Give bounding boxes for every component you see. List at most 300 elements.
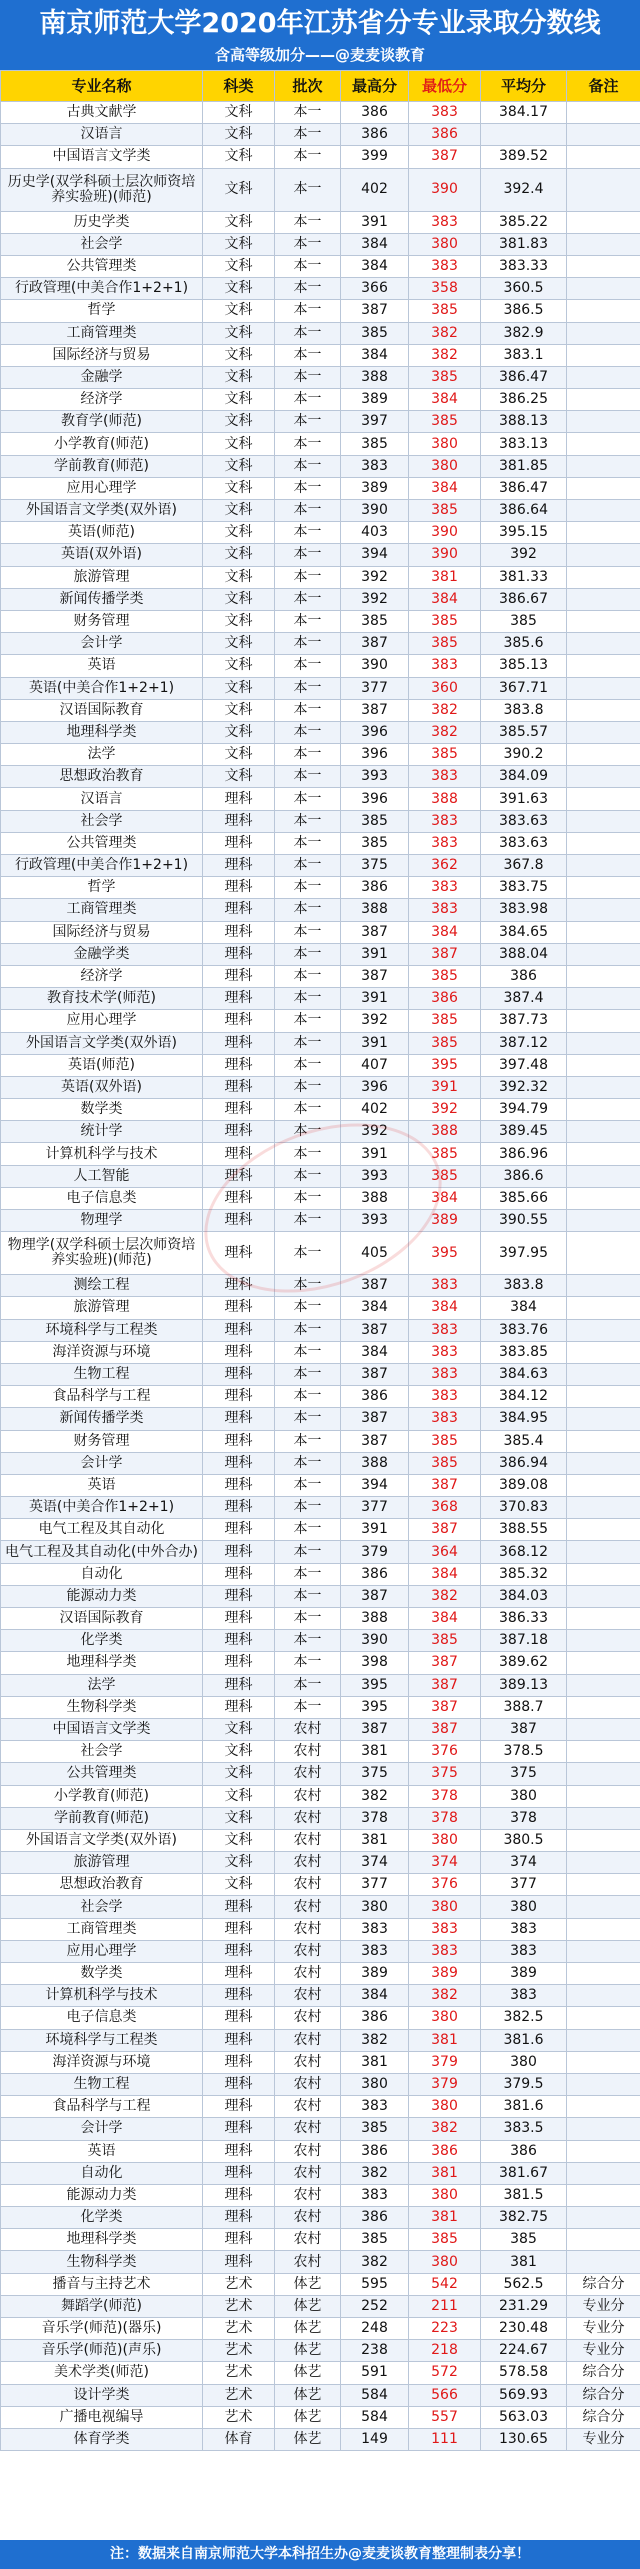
cell-note — [567, 1918, 640, 1940]
cell-note — [567, 1452, 640, 1474]
cell-batch: 本一 — [275, 988, 341, 1010]
cell-max: 386 — [341, 1563, 409, 1585]
cell-max: 595 — [341, 2273, 409, 2295]
cell-avg: 394.79 — [481, 1099, 567, 1121]
cell-avg: 385.66 — [481, 1187, 567, 1209]
cell-major: 会计学 — [1, 633, 203, 655]
cell-note — [567, 1630, 640, 1652]
cell-note — [567, 1297, 640, 1319]
cell-batch: 农村 — [275, 2096, 341, 2118]
cell-category: 理科 — [203, 2207, 275, 2229]
cell-category: 理科 — [203, 1563, 275, 1585]
cell-batch: 本一 — [275, 1210, 341, 1232]
cell-batch: 本一 — [275, 610, 341, 632]
cell-avg: 395.15 — [481, 522, 567, 544]
cell-batch: 本一 — [275, 500, 341, 522]
cell-max: 377 — [341, 1874, 409, 1896]
cell-min: 386 — [409, 124, 481, 146]
cell-major: 公共管理类 — [1, 832, 203, 854]
cell-min: 395 — [409, 1054, 481, 1076]
cell-category: 文科 — [203, 344, 275, 366]
cell-batch: 体艺 — [275, 2406, 341, 2428]
cell-note — [567, 278, 640, 300]
table-row — [1, 455, 640, 477]
cell-min: 111 — [409, 2428, 481, 2450]
cell-avg: 381.85 — [481, 455, 567, 477]
cell-category: 文科 — [203, 278, 275, 300]
cell-major: 会计学 — [1, 1452, 203, 1474]
cell-note — [567, 943, 640, 965]
cell-major: 行政管理(中美合作1+2+1) — [1, 278, 203, 300]
cell-avg: 392 — [481, 544, 567, 566]
table-row — [1, 2207, 640, 2229]
cell-category: 文科 — [203, 146, 275, 168]
cell-avg: 388.55 — [481, 1519, 567, 1541]
cell-major: 财务管理 — [1, 1430, 203, 1452]
cell-note — [567, 1319, 640, 1341]
cell-max: 385 — [341, 810, 409, 832]
cell-max: 377 — [341, 677, 409, 699]
cell-category: 理科 — [203, 832, 275, 854]
table-row — [1, 500, 640, 522]
cell-major: 思想政治教育 — [1, 1874, 203, 1896]
cell-min: 381 — [409, 2162, 481, 2184]
cell-max: 386 — [341, 2140, 409, 2162]
cell-max: 396 — [341, 1076, 409, 1098]
column-header-batch: 批次 — [275, 71, 341, 102]
cell-batch: 本一 — [275, 832, 341, 854]
cell-avg: 224.67 — [481, 2340, 567, 2362]
cell-min: 368 — [409, 1497, 481, 1519]
cell-major: 数学类 — [1, 1963, 203, 1985]
cell-min: 384 — [409, 1563, 481, 1585]
cell-major: 英语 — [1, 2140, 203, 2162]
cell-batch: 本一 — [275, 455, 341, 477]
cell-category: 文科 — [203, 300, 275, 322]
table-row — [1, 2073, 640, 2095]
cell-max: 383 — [341, 1940, 409, 1962]
cell-note — [567, 500, 640, 522]
cell-category: 艺术 — [203, 2406, 275, 2428]
cell-note — [567, 921, 640, 943]
cell-min: 383 — [409, 255, 481, 277]
table-row — [1, 2229, 640, 2251]
cell-category: 理科 — [203, 1165, 275, 1187]
cell-avg: 385.22 — [481, 211, 567, 233]
table-row — [1, 124, 640, 146]
cell-batch: 本一 — [275, 1099, 341, 1121]
cell-max: 395 — [341, 1674, 409, 1696]
cell-min: 384 — [409, 921, 481, 943]
cell-max: 405 — [341, 1232, 409, 1275]
cell-category: 理科 — [203, 1363, 275, 1385]
cell-avg: 386.25 — [481, 389, 567, 411]
cell-max: 387 — [341, 300, 409, 322]
cell-major: 汉语国际教育 — [1, 699, 203, 721]
cell-avg: 380 — [481, 1896, 567, 1918]
cell-max: 379 — [341, 1541, 409, 1563]
cell-min: 387 — [409, 1696, 481, 1718]
cell-major: 财务管理 — [1, 610, 203, 632]
cell-major: 外国语言文学类(双外语) — [1, 1829, 203, 1851]
cell-category: 文科 — [203, 1741, 275, 1763]
cell-min: 386 — [409, 988, 481, 1010]
cell-max: 385 — [341, 322, 409, 344]
cell-category: 体育 — [203, 2428, 275, 2450]
cell-category: 理科 — [203, 788, 275, 810]
cell-major: 国际经济与贸易 — [1, 921, 203, 943]
cell-note — [567, 1963, 640, 1985]
cell-batch: 本一 — [275, 633, 341, 655]
cell-batch: 体艺 — [275, 2295, 341, 2317]
cell-major: 计算机科学与技术 — [1, 1143, 203, 1165]
column-header-major: 专业名称 — [1, 71, 203, 102]
cell-category: 文科 — [203, 744, 275, 766]
cell-max: 385 — [341, 2118, 409, 2140]
table-row — [1, 544, 640, 566]
cell-note — [567, 411, 640, 433]
cell-min: 380 — [409, 1829, 481, 1851]
cell-avg: 389.62 — [481, 1652, 567, 1674]
cell-min: 384 — [409, 389, 481, 411]
cell-max: 387 — [341, 1585, 409, 1607]
table-row — [1, 2340, 640, 2362]
cell-min: 381 — [409, 2029, 481, 2051]
cell-batch: 农村 — [275, 1829, 341, 1851]
cell-avg: 384.03 — [481, 1585, 567, 1607]
cell-category: 理科 — [203, 1608, 275, 1630]
cell-avg: 563.03 — [481, 2406, 567, 2428]
cell-note — [567, 1232, 640, 1275]
cell-major: 金融学 — [1, 366, 203, 388]
cell-min: 378 — [409, 1785, 481, 1807]
cell-note: 综合分 — [567, 2406, 640, 2428]
cell-note — [567, 1386, 640, 1408]
cell-major: 电气工程及其自动化(中外合办) — [1, 1541, 203, 1563]
cell-major: 公共管理类 — [1, 255, 203, 277]
cell-category: 艺术 — [203, 2362, 275, 2384]
cell-category: 文科 — [203, 699, 275, 721]
cell-min: 388 — [409, 1121, 481, 1143]
cell-max: 393 — [341, 766, 409, 788]
cell-min: 383 — [409, 810, 481, 832]
cell-max: 384 — [341, 1985, 409, 2007]
cell-note — [567, 988, 640, 1010]
cell-min: 223 — [409, 2318, 481, 2340]
cell-category: 理科 — [203, 1121, 275, 1143]
cell-note — [567, 1585, 640, 1607]
table-row — [1, 1210, 640, 1232]
cell-category: 理科 — [203, 1918, 275, 1940]
cell-min: 381 — [409, 566, 481, 588]
cell-batch: 本一 — [275, 1076, 341, 1098]
cell-major: 古典文献学 — [1, 102, 203, 124]
cell-batch: 本一 — [275, 943, 341, 965]
cell-max: 382 — [341, 2162, 409, 2184]
cell-max: 381 — [341, 1741, 409, 1763]
cell-category: 文科 — [203, 677, 275, 699]
cell-note — [567, 389, 640, 411]
cell-note: 专业分 — [567, 2340, 640, 2362]
table-row — [1, 788, 640, 810]
cell-note — [567, 1896, 640, 1918]
cell-major: 社会学 — [1, 1741, 203, 1763]
cell-min: 391 — [409, 1076, 481, 1098]
cell-major: 英语(双外语) — [1, 544, 203, 566]
cell-category: 理科 — [203, 1430, 275, 1452]
cell-min: 395 — [409, 1232, 481, 1275]
cell-batch: 本一 — [275, 1165, 341, 1187]
cell-avg: 368.12 — [481, 1541, 567, 1563]
table-row — [1, 1297, 640, 1319]
cell-note — [567, 2029, 640, 2051]
cell-note — [567, 2184, 640, 2206]
cell-avg: 386.96 — [481, 1143, 567, 1165]
cell-min: 380 — [409, 2184, 481, 2206]
cell-batch: 体艺 — [275, 2318, 341, 2340]
cell-batch: 农村 — [275, 1963, 341, 1985]
table-row — [1, 1652, 640, 1674]
cell-min: 383 — [409, 1408, 481, 1430]
cell-major: 地理科学类 — [1, 1652, 203, 1674]
cell-category: 理科 — [203, 1985, 275, 2007]
cell-note — [567, 1829, 640, 1851]
cell-major: 能源动力类 — [1, 2184, 203, 2206]
cell-min: 388 — [409, 788, 481, 810]
table-row — [1, 2428, 640, 2450]
cell-max: 389 — [341, 389, 409, 411]
cell-major: 人工智能 — [1, 1165, 203, 1187]
table-row — [1, 2318, 640, 2340]
cell-min: 383 — [409, 1386, 481, 1408]
cell-note — [567, 588, 640, 610]
cell-min: 385 — [409, 1032, 481, 1054]
table-row — [1, 1275, 640, 1297]
cell-major: 学前教育(师范) — [1, 455, 203, 477]
cell-note: 专业分 — [567, 2428, 640, 2450]
cell-avg: 385.32 — [481, 1563, 567, 1585]
cell-max: 393 — [341, 1210, 409, 1232]
cell-max: 386 — [341, 1386, 409, 1408]
cell-batch: 本一 — [275, 544, 341, 566]
cell-avg: 380 — [481, 2051, 567, 2073]
cell-note — [567, 255, 640, 277]
cell-category: 理科 — [203, 1674, 275, 1696]
cell-batch: 本一 — [275, 344, 341, 366]
cell-batch: 本一 — [275, 877, 341, 899]
cell-category: 理科 — [203, 1187, 275, 1209]
cell-category: 文科 — [203, 366, 275, 388]
table-row — [1, 1829, 640, 1851]
cell-note — [567, 1608, 640, 1630]
cell-avg: 388.04 — [481, 943, 567, 965]
cell-avg: 385 — [481, 2229, 567, 2251]
cell-max: 377 — [341, 1497, 409, 1519]
cell-batch: 本一 — [275, 1010, 341, 1032]
cell-min: 382 — [409, 2118, 481, 2140]
cell-avg: 380.5 — [481, 1829, 567, 1851]
cell-max: 384 — [341, 233, 409, 255]
cell-max: 387 — [341, 699, 409, 721]
cell-note — [567, 566, 640, 588]
cell-batch: 本一 — [275, 1054, 341, 1076]
cell-max: 380 — [341, 2073, 409, 2095]
cell-note — [567, 677, 640, 699]
cell-batch: 本一 — [275, 1386, 341, 1408]
cell-batch: 本一 — [275, 744, 341, 766]
cell-min: 383 — [409, 1940, 481, 1962]
table-row — [1, 2140, 640, 2162]
cell-category: 文科 — [203, 477, 275, 499]
cell-note: 综合分 — [567, 2273, 640, 2295]
cell-major: 社会学 — [1, 233, 203, 255]
cell-batch: 本一 — [275, 1563, 341, 1585]
cell-min: 383 — [409, 899, 481, 921]
cell-note — [567, 855, 640, 877]
cell-category: 理科 — [203, 1541, 275, 1563]
cell-max: 584 — [341, 2406, 409, 2428]
cell-min: 383 — [409, 832, 481, 854]
cell-min: 380 — [409, 455, 481, 477]
cell-major: 生物工程 — [1, 2073, 203, 2095]
cell-min: 385 — [409, 500, 481, 522]
cell-major: 化学类 — [1, 2207, 203, 2229]
cell-batch: 本一 — [275, 1297, 341, 1319]
cell-max: 387 — [341, 633, 409, 655]
cell-max: 391 — [341, 943, 409, 965]
cell-min: 566 — [409, 2384, 481, 2406]
cell-avg: 386.94 — [481, 1452, 567, 1474]
cell-avg: 389.13 — [481, 1674, 567, 1696]
cell-max: 385 — [341, 433, 409, 455]
cell-note — [567, 788, 640, 810]
cell-min: 376 — [409, 1741, 481, 1763]
cell-category: 文科 — [203, 1807, 275, 1829]
cell-major: 公共管理类 — [1, 1763, 203, 1785]
cell-note — [567, 544, 640, 566]
cell-avg: 383.85 — [481, 1341, 567, 1363]
cell-major: 中国语言文学类 — [1, 146, 203, 168]
cell-max: 381 — [341, 1829, 409, 1851]
cell-category: 文科 — [203, 168, 275, 211]
cell-min: 382 — [409, 344, 481, 366]
cell-batch: 农村 — [275, 1985, 341, 2007]
cell-max: 390 — [341, 655, 409, 677]
table-row — [1, 522, 640, 544]
cell-max: 382 — [341, 2251, 409, 2273]
table-row — [1, 300, 640, 322]
table-row — [1, 766, 640, 788]
cell-batch: 农村 — [275, 1807, 341, 1829]
cell-batch: 农村 — [275, 2251, 341, 2273]
cell-min: 383 — [409, 102, 481, 124]
cell-batch: 本一 — [275, 1187, 341, 1209]
cell-min: 380 — [409, 1896, 481, 1918]
cell-min: 385 — [409, 1143, 481, 1165]
cell-note — [567, 1807, 640, 1829]
cell-major: 汉语言 — [1, 124, 203, 146]
cell-min: 385 — [409, 744, 481, 766]
cell-min: 382 — [409, 721, 481, 743]
cell-max: 386 — [341, 102, 409, 124]
cell-category: 理科 — [203, 1319, 275, 1341]
cell-avg: 360.5 — [481, 278, 567, 300]
cell-batch: 本一 — [275, 477, 341, 499]
cell-max: 390 — [341, 500, 409, 522]
cell-category: 理科 — [203, 2007, 275, 2029]
cell-note: 专业分 — [567, 2318, 640, 2340]
cell-max: 388 — [341, 1608, 409, 1630]
cell-max: 384 — [341, 1297, 409, 1319]
cell-max: 387 — [341, 1718, 409, 1740]
cell-max: 391 — [341, 1143, 409, 1165]
table-row — [1, 1010, 640, 1032]
cell-note — [567, 2229, 640, 2251]
cell-batch: 本一 — [275, 1696, 341, 1718]
cell-category: 文科 — [203, 655, 275, 677]
cell-avg: 383.33 — [481, 255, 567, 277]
table-row — [1, 566, 640, 588]
table-row — [1, 2273, 640, 2295]
cell-batch: 本一 — [275, 1121, 341, 1143]
cell-category: 文科 — [203, 766, 275, 788]
cell-batch: 本一 — [275, 921, 341, 943]
cell-avg: 386.47 — [481, 477, 567, 499]
table-row — [1, 1165, 640, 1187]
table-row — [1, 1319, 640, 1341]
cell-avg: 381 — [481, 2251, 567, 2273]
cell-category: 艺术 — [203, 2295, 275, 2317]
cell-note — [567, 766, 640, 788]
cell-avg: 390.55 — [481, 1210, 567, 1232]
cell-min: 362 — [409, 855, 481, 877]
cell-batch: 本一 — [275, 1674, 341, 1696]
cell-avg: 383.75 — [481, 877, 567, 899]
cell-note — [567, 610, 640, 632]
cell-major: 英语 — [1, 1474, 203, 1496]
cell-major: 英语(双外语) — [1, 1076, 203, 1098]
cell-note — [567, 322, 640, 344]
cell-avg: 383.13 — [481, 433, 567, 455]
cell-note — [567, 699, 640, 721]
table-row — [1, 1386, 640, 1408]
cell-category: 文科 — [203, 522, 275, 544]
cell-major: 英语 — [1, 655, 203, 677]
cell-batch: 本一 — [275, 1541, 341, 1563]
cell-avg: 383.5 — [481, 2118, 567, 2140]
table-row — [1, 610, 640, 632]
table-row — [1, 832, 640, 854]
cell-min: 390 — [409, 522, 481, 544]
table-row — [1, 411, 640, 433]
cell-major: 社会学 — [1, 810, 203, 832]
cell-batch: 农村 — [275, 2162, 341, 2184]
cell-note — [567, 1363, 640, 1385]
cell-max: 383 — [341, 455, 409, 477]
cell-avg: 386.33 — [481, 1608, 567, 1630]
cell-avg: 389.45 — [481, 1121, 567, 1143]
cell-min: 385 — [409, 1010, 481, 1032]
cell-category: 文科 — [203, 411, 275, 433]
page-subtitle: 含高等级加分——@麦麦谈教育 — [214, 46, 425, 64]
cell-note — [567, 102, 640, 124]
cell-avg: 383.8 — [481, 1275, 567, 1297]
cell-avg: 383 — [481, 1985, 567, 2007]
cell-max: 396 — [341, 788, 409, 810]
cell-avg: 384.09 — [481, 766, 567, 788]
header-banner — [0, 0, 640, 70]
cell-major: 学前教育(师范) — [1, 1807, 203, 1829]
